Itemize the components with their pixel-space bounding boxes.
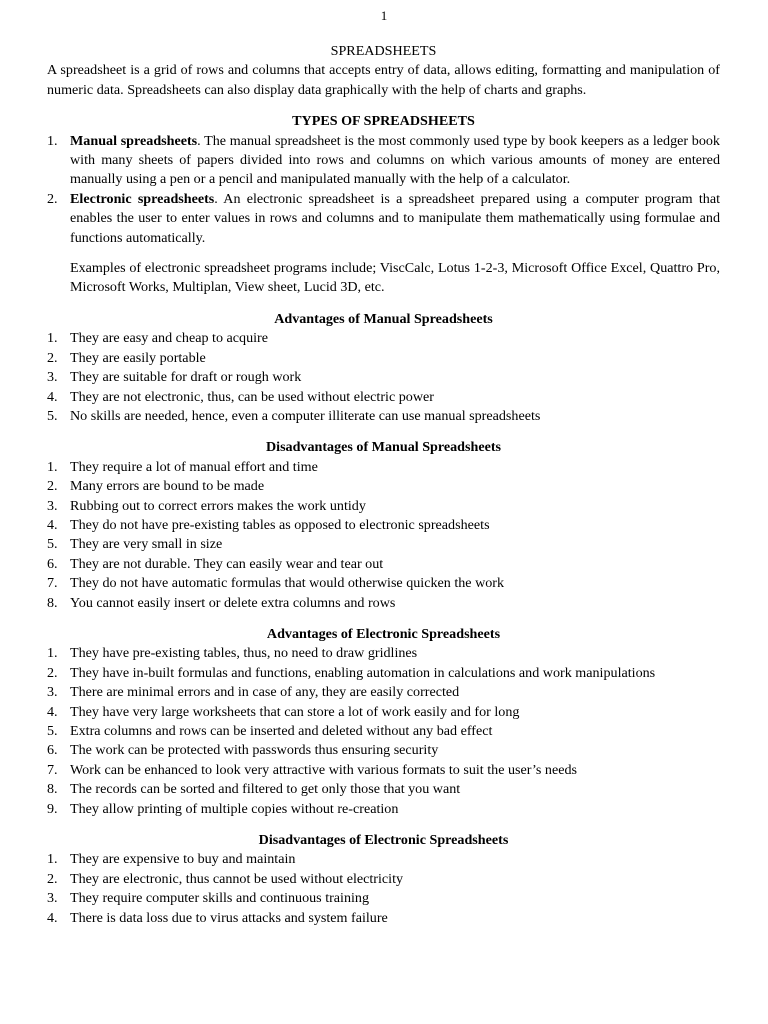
adv-electronic-heading: Advantages of Electronic Spreadsheets bbox=[266, 625, 501, 642]
dis-manual-list bbox=[47, 458, 720, 613]
item-text: The records can be sorted and filtered to get only those that you want bbox=[70, 781, 461, 798]
list-item bbox=[47, 497, 720, 516]
list-item bbox=[47, 190, 720, 248]
adv-electronic-list bbox=[47, 644, 720, 819]
item-number: 1. bbox=[47, 132, 58, 149]
item-number: 5. bbox=[47, 407, 58, 424]
list-item bbox=[47, 761, 720, 780]
item-text: . The manual spreadsheet is the most commonly used type by book keepers as a ledger book with many sheets of papers divided into rows and columns on which various amounts of money are entered manually using a pen or a pencil and manipulated manually with the help of a calculator. bbox=[70, 132, 720, 188]
item-number: 2. bbox=[47, 664, 58, 681]
item-text: They are not durable. They can easily wear and tear out bbox=[70, 555, 384, 572]
item-number: 5. bbox=[47, 723, 58, 739]
item-text: There is data loss due to virus attacks and system failure bbox=[70, 909, 388, 926]
item-text: They are electronic, thus cannot be used without electricity bbox=[70, 870, 404, 887]
item-text: Many errors are bound to be made bbox=[70, 478, 265, 495]
item-number: 1. bbox=[47, 330, 58, 347]
dis-electronic-heading: Disadvantages of Electronic Spreadsheets bbox=[258, 832, 509, 849]
list-item bbox=[47, 132, 720, 190]
item-number: 7. bbox=[47, 761, 58, 778]
list-item bbox=[47, 516, 720, 535]
item-text: They are easy and cheap to acquire bbox=[70, 330, 268, 347]
item-number: 1. bbox=[47, 645, 58, 662]
item-number: 4. bbox=[47, 388, 58, 405]
item-number: 3. bbox=[47, 890, 58, 907]
list-item bbox=[47, 407, 720, 426]
item-text: They are suitable for draft or rough work bbox=[70, 369, 302, 386]
item-text: They are not electronic, thus, can be used without electric power bbox=[70, 388, 434, 405]
item-text: They are expensive to buy and maintain bbox=[70, 851, 296, 868]
item-text: They do not have automatic formulas that would otherwise quicken the work bbox=[70, 575, 505, 592]
list-item bbox=[47, 644, 720, 663]
types-heading: TYPES OF SPREADSHEETS bbox=[292, 113, 475, 130]
item-text: They have in-built formulas and functions, enabling automation in calculations and work manipulations bbox=[70, 664, 656, 681]
list-item bbox=[47, 800, 720, 819]
item-number: 4. bbox=[47, 703, 58, 720]
list-item bbox=[47, 722, 720, 741]
list-item bbox=[47, 889, 720, 908]
item-text: They require computer skills and continuous training bbox=[70, 890, 370, 907]
item-number: 7. bbox=[47, 575, 58, 592]
item-number: 9. bbox=[47, 800, 58, 817]
item-number: 4. bbox=[47, 909, 58, 926]
item-text: There are minimal errors and in case of any, they are easily corrected bbox=[70, 684, 460, 701]
list-item bbox=[47, 741, 720, 760]
document-body bbox=[47, 42, 720, 928]
item-text: Extra columns and rows can be inserted and deleted without any bad effect bbox=[70, 723, 493, 739]
list-item bbox=[47, 664, 720, 683]
item-number: 4. bbox=[47, 516, 58, 533]
item-text: Work can be enhanced to look very attractive with various formats to suit the user’s needs bbox=[70, 761, 578, 778]
list-item bbox=[47, 477, 720, 496]
item-text: No skills are needed, hence, even a computer illiterate can use manual spreadsheets bbox=[70, 407, 541, 424]
page-title: SPREADSHEETS bbox=[330, 43, 437, 59]
item-number: 6. bbox=[47, 555, 58, 572]
item-number: 1. bbox=[47, 458, 58, 475]
item-number: 2. bbox=[47, 190, 58, 207]
item-term: Manual spreadsheets bbox=[70, 132, 198, 149]
item-number: 5. bbox=[47, 536, 58, 553]
list-item bbox=[47, 909, 720, 928]
types-list bbox=[47, 132, 720, 248]
list-item bbox=[47, 388, 720, 407]
item-number: 3. bbox=[47, 497, 58, 514]
list-item bbox=[47, 555, 720, 574]
list-item bbox=[47, 535, 720, 554]
item-text: The work can be protected with passwords thus ensuring security bbox=[70, 742, 439, 759]
list-item bbox=[47, 870, 720, 889]
list-item bbox=[47, 703, 720, 722]
item-text: Rubbing out to correct errors makes the work untidy bbox=[70, 497, 366, 514]
item-text: They do not have pre-existing tables as opposed to electronic spreadsheets bbox=[70, 516, 490, 533]
list-item bbox=[47, 329, 720, 348]
item-text: They are easily portable bbox=[70, 349, 206, 366]
item-text: . An electronic spreadsheet is a spreadsheet prepared using a computer program that enables the user to enter values in rows and columns and to manipulate them mathematically using formulae and functions automatically. bbox=[70, 190, 721, 246]
item-number: 2. bbox=[47, 349, 58, 366]
dis-electronic-list bbox=[47, 850, 720, 928]
list-item bbox=[47, 368, 720, 387]
item-number: 1. bbox=[47, 851, 58, 868]
item-number: 8. bbox=[47, 594, 58, 611]
item-number: 3. bbox=[47, 684, 58, 701]
list-item bbox=[47, 349, 720, 368]
dis-manual-heading: Disadvantages of Manual Spreadsheets bbox=[265, 439, 502, 456]
item-number: 3. bbox=[47, 369, 58, 386]
adv-manual-heading: Advantages of Manual Spreadsheets bbox=[274, 310, 493, 327]
list-item bbox=[47, 458, 720, 477]
intro-paragraph: A spreadsheet is a grid of rows and columns that accepts entry of data, allows editing, formatting and manipulation of numeric data. Spreadsheets can also display data graphically with the help of charts and graphs. bbox=[47, 62, 720, 98]
item-text: They have very large worksheets that can store a lot of work easily and for long bbox=[70, 703, 520, 720]
list-item bbox=[47, 850, 720, 869]
item-number: 8. bbox=[47, 781, 58, 798]
item-text: They have pre-existing tables, thus, no need to draw gridlines bbox=[70, 645, 418, 662]
item-term: Electronic spreadsheets bbox=[70, 190, 215, 207]
item-number: 2. bbox=[47, 870, 58, 887]
page-number: 1 bbox=[380, 8, 388, 23]
examples-paragraph: Examples of electronic spreadsheet programs include; ViscCalc, Lotus 1-2-3, Microsoft Office Excel, Quattro Pro, Microsoft Works, Multiplan, View sheet, Lucid 3D, etc. bbox=[70, 260, 720, 296]
list-item bbox=[47, 594, 720, 613]
item-number: 2. bbox=[47, 478, 58, 495]
list-item bbox=[47, 574, 720, 593]
item-text: You cannot easily insert or delete extra columns and rows bbox=[70, 594, 396, 611]
item-text: They are very small in size bbox=[70, 536, 223, 553]
item-text: They allow printing of multiple copies without re-creation bbox=[70, 800, 399, 817]
adv-manual-list bbox=[47, 329, 720, 426]
item-text: They require a lot of manual effort and time bbox=[70, 458, 318, 475]
item-number: 6. bbox=[47, 742, 58, 759]
list-item bbox=[47, 780, 720, 799]
list-item bbox=[47, 683, 720, 702]
